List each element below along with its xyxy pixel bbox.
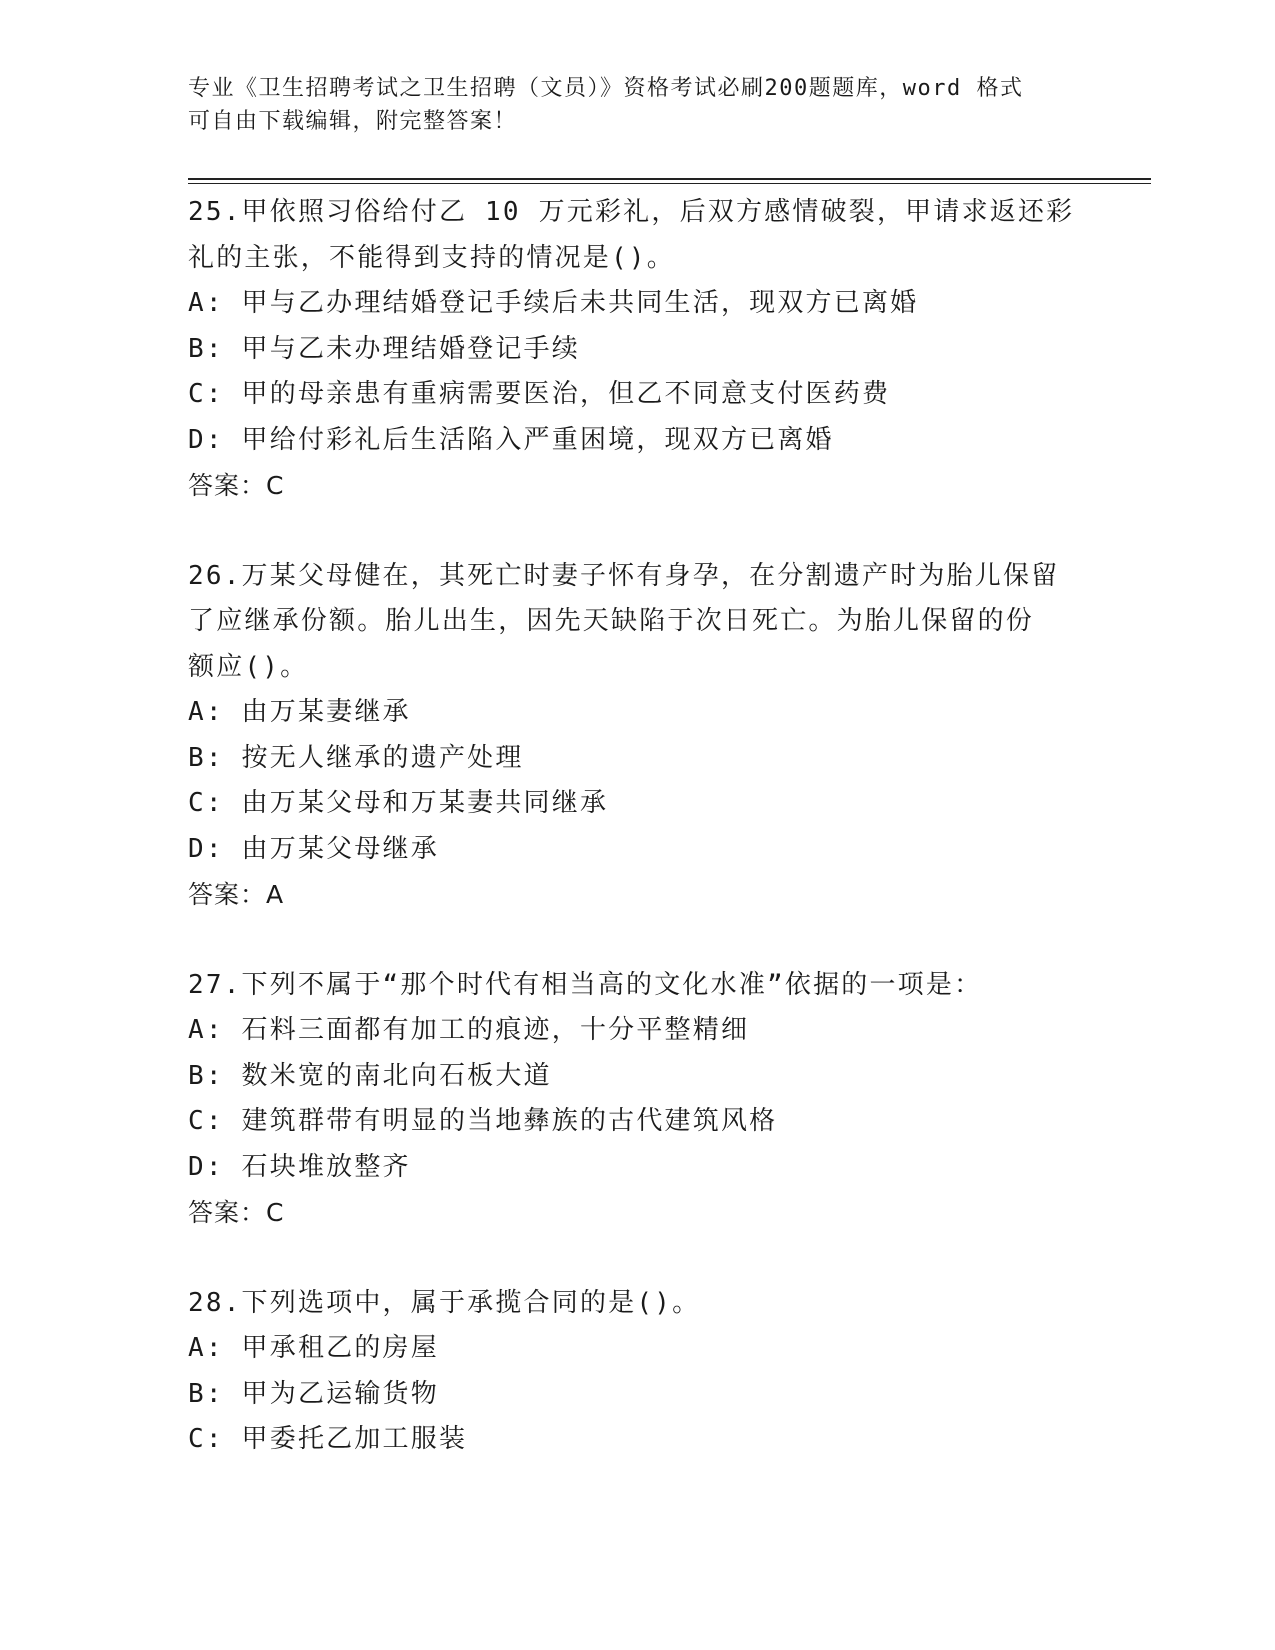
header-line-2: 可自由下载编辑，附完整答案！ [188, 109, 518, 134]
answer-line: 答案：A [188, 880, 285, 909]
header-divider-thin [188, 183, 1151, 184]
question-stem-line: 25.甲依照习俗给付乙 10 万元彩礼，后双方感情破裂，甲请求返还彩 [188, 197, 1075, 227]
option-c: C: 甲委托乙加工服装 [188, 1424, 468, 1454]
option-b: B: 甲为乙运输货物 [188, 1378, 439, 1409]
option-b: B: 按无人继承的遗产处理 [188, 742, 524, 773]
question-stem-line: 礼的主张，不能得到支持的情况是()。 [188, 242, 675, 273]
option-d: D: 石块堆放整齐 [188, 1151, 411, 1182]
question-stem-line: 了应继承份额。胎儿出生，因先天缺陷于次日死亡。为胎儿保留的份 [188, 606, 1035, 636]
option-c: C: 甲的母亲患有重病需要医治，但乙不同意支付医药费 [188, 379, 891, 409]
question-stem-line: 28.下列选项中，属于承揽合同的是()。 [188, 1287, 701, 1318]
option-a: A: 石料三面都有加工的痕迹，十分平整精细 [188, 1015, 750, 1045]
option-c: C: 由万某父母和万某妻共同继承 [188, 788, 609, 818]
question-stem-line: 26.万某父母健在，其死亡时妻子怀有身孕，在分割遗产时为胎儿保留 [188, 560, 1060, 591]
option-b: B: 数米宽的南北向石板大道 [188, 1060, 552, 1091]
question-stem-line: 27.下列不属于“那个时代有相当高的文化水准”依据的一项是： [188, 969, 983, 1000]
question-27 [188, 963, 1088, 1236]
question-28 [188, 1281, 1088, 1463]
question-25 [188, 190, 1088, 509]
option-b: B: 甲与乙未办理结婚登记手续 [188, 333, 580, 364]
answer-line: 答案：C [188, 471, 285, 500]
answer-line: 答案：C [188, 1198, 285, 1227]
document-header [188, 72, 1068, 138]
header-line-1: 专业《卫生招聘考试之卫生招聘（文员）》资格考试必刷200题题库，word 格式 [188, 76, 1024, 101]
question-list [188, 190, 1088, 1463]
header-divider [188, 178, 1151, 180]
question-26 [188, 554, 1088, 918]
option-d: D: 由万某父母继承 [188, 833, 439, 864]
option-a: A: 由万某妻继承 [188, 697, 411, 727]
option-a: A: 甲与乙办理结婚登记手续后未共同生活，现双方已离婚 [188, 288, 919, 318]
option-d: D: 甲给付彩礼后生活陷入严重困境，现双方已离婚 [188, 424, 834, 455]
option-a: A: 甲承租乙的房屋 [188, 1333, 439, 1363]
option-c: C: 建筑群带有明显的当地彝族的古代建筑风格 [188, 1106, 778, 1136]
question-stem-line: 额应()。 [188, 651, 309, 682]
